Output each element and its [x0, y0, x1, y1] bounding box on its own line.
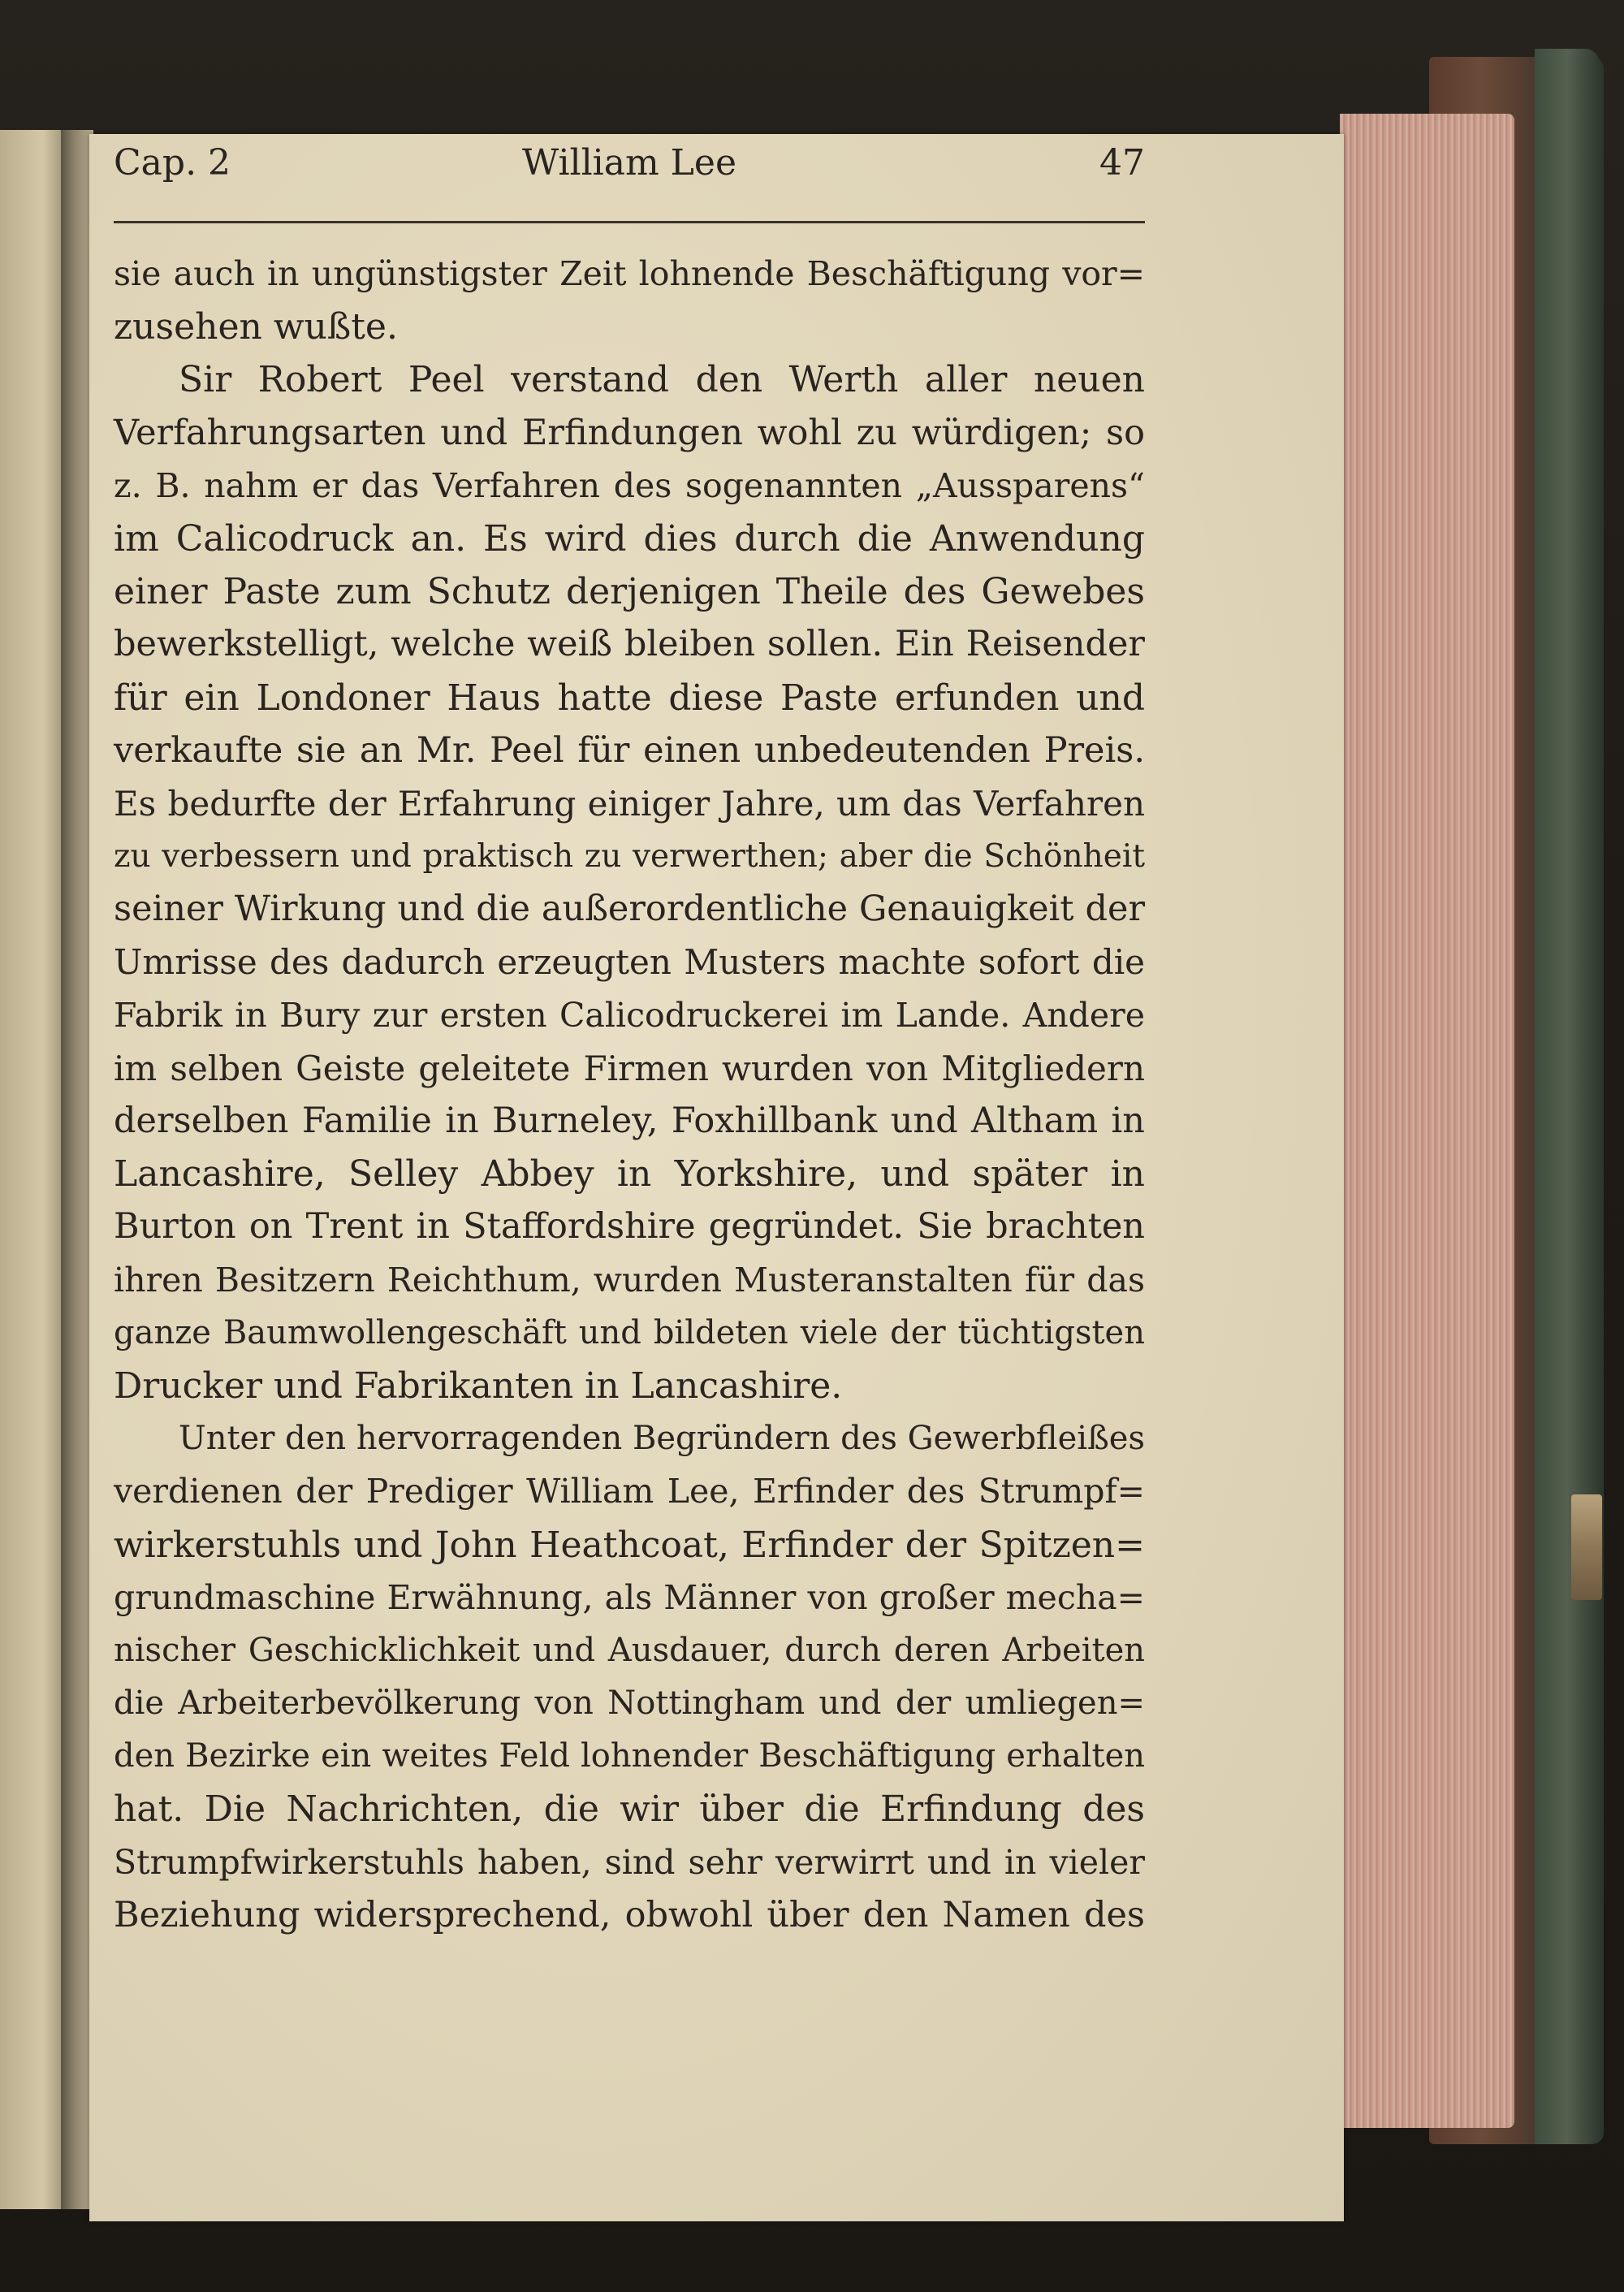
- text-line: zusehen wußte.: [114, 306, 398, 348]
- text-line: z. B. nahm er das Verfahren des sogenannten „Aussparens“: [114, 465, 1145, 505]
- book-clasp: [1571, 1494, 1602, 1600]
- text-line: verdienen der Prediger William Lee, Erfinder des Strumpf=: [114, 1472, 1145, 1511]
- header-rule: [114, 221, 1145, 223]
- text-line: Lancashire, Selley Abbey in Yorkshire, und später in: [114, 1153, 1145, 1196]
- text-line: Drucker und Fabrikanten in Lancashire.: [114, 1364, 843, 1407]
- chapter-label: Cap. 2: [114, 142, 231, 184]
- text-line: Verfahrungsarten und Erfindungen wohl zu würdigen; so: [114, 412, 1145, 453]
- text-line: bewerkstelligt, welche weiß bleiben sollen. Ein Reisender: [114, 624, 1145, 665]
- text-line: Sir Robert Peel verstand den Werth aller neuen: [179, 359, 1145, 401]
- page-number: 47: [1099, 142, 1145, 184]
- text-line: ganze Baumwollengeschäft und bildeten viele der tüchtigsten: [114, 1313, 1145, 1351]
- text-line: derselben Familie in Burneley, Foxhillbank und Altham in: [114, 1101, 1145, 1141]
- text-line: Burton on Trent in Staffordshire gegründet. Sie brachten: [114, 1206, 1145, 1248]
- gutter: [61, 130, 93, 2209]
- text-line: Unter den hervorragenden Begründern des Gewerbfleißes: [179, 1420, 1145, 1458]
- text-line: zu verbessern und praktisch zu verwerthen; aber die Schönheit: [114, 838, 1145, 876]
- text-line: Umrisse des dadurch erzeugten Musters machte sofort die: [114, 942, 1145, 983]
- running-title: William Lee: [522, 142, 736, 184]
- text-line: wirkerstuhls und John Heathcoat, Erfinder der Spitzen=: [114, 1524, 1145, 1566]
- text-line: im selben Geiste geleitete Firmen wurden von Mitgliedern: [114, 1048, 1145, 1088]
- text-line: grundmaschine Erwähnung, als Männer von großer mecha=: [114, 1577, 1145, 1617]
- text-line: Strumpfwirkerstuhls haben, sind sehr verwirrt und in vieler: [114, 1842, 1145, 1882]
- text-line: Fabrik in Bury zur ersten Calicodruckerei im Lande. Andere: [114, 995, 1145, 1035]
- text-line: verkaufte sie an Mr. Peel für einen unbedeutenden Preis.: [114, 729, 1145, 771]
- text-line: die Arbeiterbevölkerung von Nottingham und der umliegen=: [114, 1684, 1145, 1723]
- page-edges: [1340, 114, 1514, 2128]
- running-head: [114, 142, 1145, 207]
- text-line: einer Paste zum Schutz derjenigen Theile des Gewebes: [114, 571, 1145, 613]
- text-line: hat. Die Nachrichten, die wir über die Erfindung des: [114, 1788, 1145, 1831]
- text-line: im Calicodruck an. Es wird dies durch die Anwendung: [114, 517, 1145, 560]
- text-line: nischer Geschicklichkeit und Ausdauer, durch deren Arbeiten: [114, 1631, 1145, 1669]
- text-line: für ein Londoner Haus hatte diese Paste erfunden und: [114, 677, 1145, 719]
- text-line: sie auch in ungünstigster Zeit lohnende Beschäftigung vor=: [114, 254, 1145, 293]
- text-line: Beziehung widersprechend, obwohl über den Namen des: [114, 1894, 1145, 1935]
- left-page: [0, 130, 61, 2209]
- text-line: Es bedurfte der Erfahrung einiger Jahre, um das Verfahren: [114, 783, 1145, 824]
- text-line: ihren Besitzern Reichthum, wurden Musteranstalten für das: [114, 1260, 1145, 1300]
- text-line: seiner Wirkung und die außerordentliche Genauigkeit der: [114, 889, 1145, 930]
- body-text: [114, 248, 1145, 1942]
- book-cover-edge: [1535, 49, 1600, 2144]
- text-line: den Bezirke ein weites Feld lohnender Beschäftigung erhalten: [114, 1737, 1145, 1775]
